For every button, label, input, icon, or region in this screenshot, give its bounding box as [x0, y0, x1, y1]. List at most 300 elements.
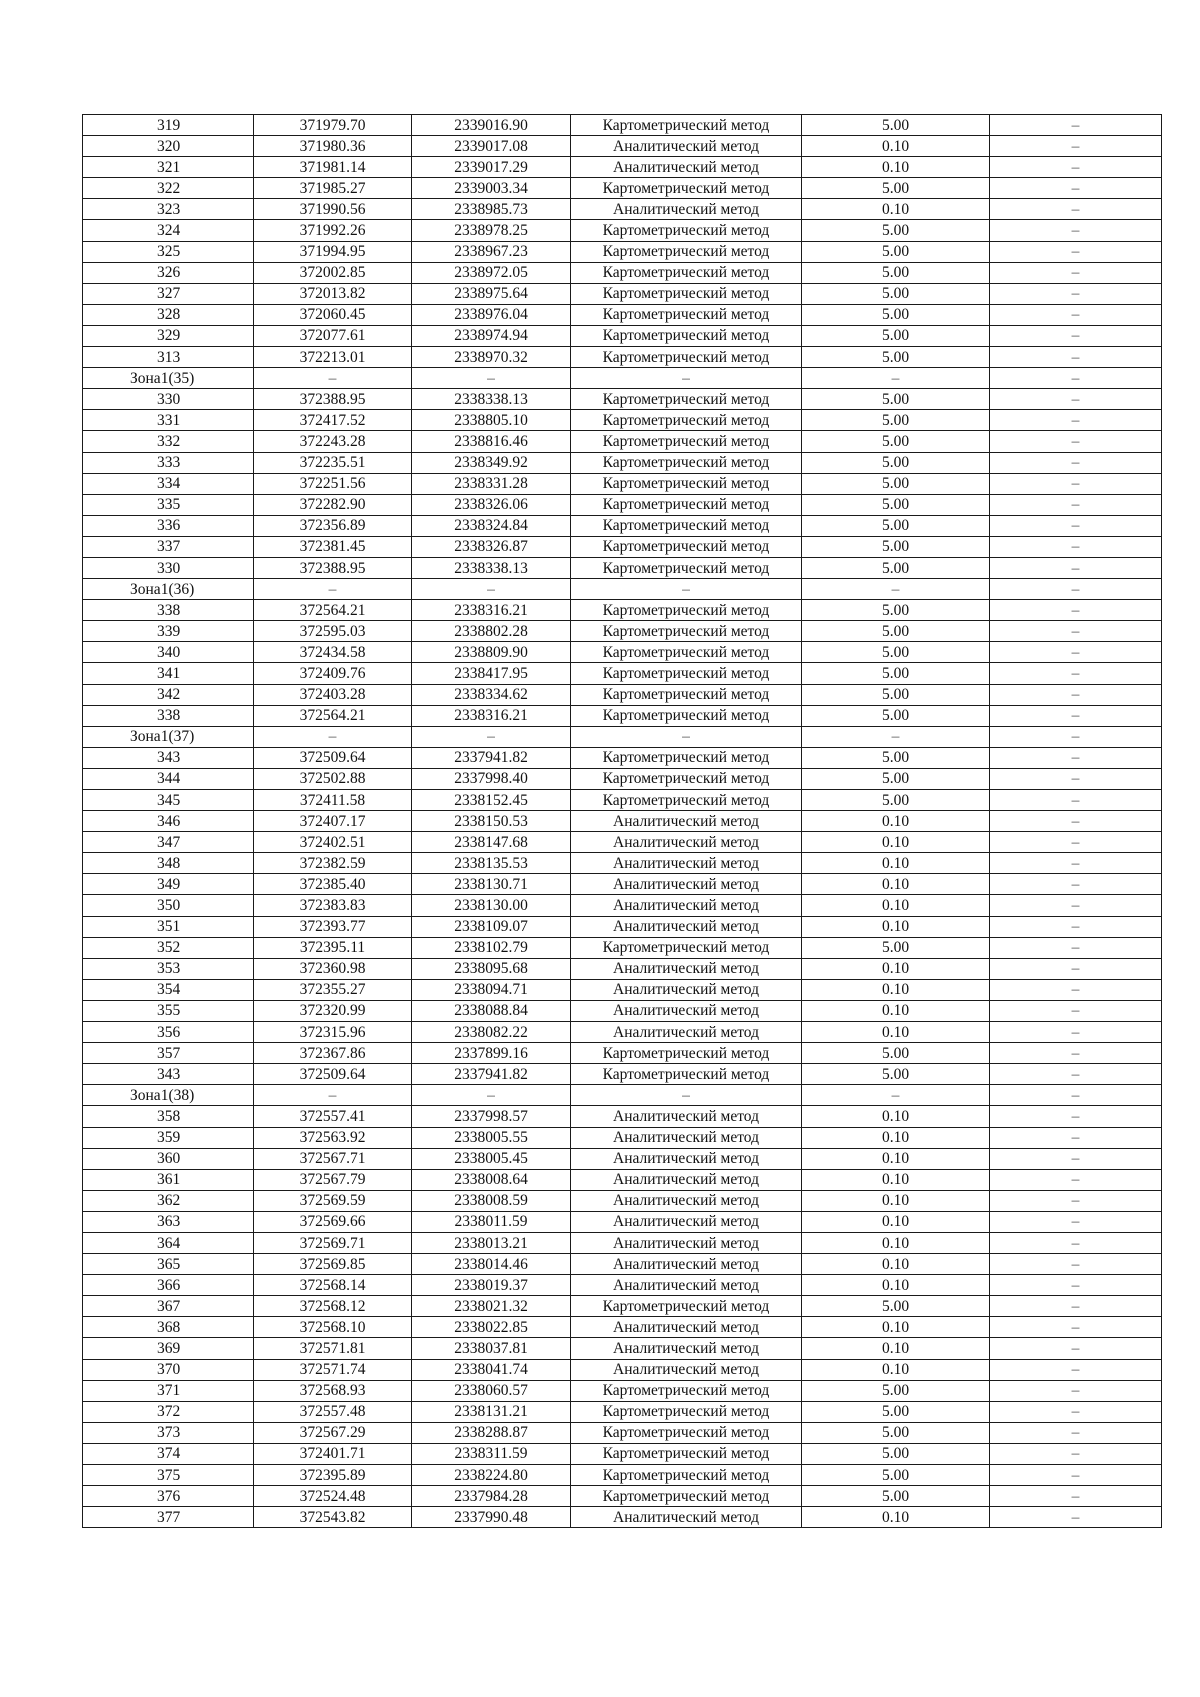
table-row [83, 1064, 1162, 1085]
zone-label-cell: Зона1(38) [83, 1085, 254, 1106]
table-row [83, 874, 1162, 895]
point-number-cell: 359 [83, 1127, 254, 1148]
accuracy-cell: 0.10 [802, 199, 990, 220]
coordinate-y-cell: 2338224.80 [412, 1465, 571, 1486]
coordinate-y-cell: 2339017.29 [412, 157, 571, 178]
method-cell: Аналитический метод [571, 199, 802, 220]
accuracy-cell: – [802, 1085, 990, 1106]
description-cell: – [990, 220, 1162, 241]
accuracy-cell: 5.00 [802, 115, 990, 136]
coordinates-table [82, 114, 1162, 1528]
table-row [83, 199, 1162, 220]
point-number-cell: 331 [83, 410, 254, 431]
table-row [83, 916, 1162, 937]
coordinate-y-cell: 2338037.81 [412, 1338, 571, 1359]
coordinate-y-cell: 2338022.85 [412, 1317, 571, 1338]
description-cell: – [990, 1211, 1162, 1232]
coordinate-y-cell: 2338021.32 [412, 1296, 571, 1317]
point-number-cell: 358 [83, 1106, 254, 1127]
accuracy-cell: 0.10 [802, 853, 990, 874]
method-cell: – [571, 579, 802, 600]
method-cell: – [571, 1085, 802, 1106]
table-row [83, 1148, 1162, 1169]
coordinate-y-cell: 2338014.46 [412, 1254, 571, 1275]
description-cell: – [990, 832, 1162, 853]
point-number-cell: 348 [83, 853, 254, 874]
description-cell: – [990, 536, 1162, 557]
coordinate-x-cell: 372411.58 [254, 790, 412, 811]
accuracy-cell: 5.00 [802, 663, 990, 684]
description-cell: – [990, 1401, 1162, 1422]
coordinate-y-cell: 2338008.59 [412, 1190, 571, 1211]
point-number-cell: 368 [83, 1317, 254, 1338]
description-cell: – [990, 1275, 1162, 1296]
coordinate-x-cell: 372567.71 [254, 1148, 412, 1169]
method-cell: Аналитический метод [571, 874, 802, 895]
coordinate-x-cell: 372569.85 [254, 1254, 412, 1275]
method-cell: – [571, 726, 802, 747]
point-number-cell: 357 [83, 1043, 254, 1064]
accuracy-cell: 5.00 [802, 515, 990, 536]
table-row [83, 347, 1162, 368]
method-cell: Картометрический метод [571, 325, 802, 346]
table-row [83, 536, 1162, 557]
point-number-cell: 360 [83, 1148, 254, 1169]
coordinate-y-cell: 2338978.25 [412, 220, 571, 241]
table-row [83, 895, 1162, 916]
point-number-cell: 361 [83, 1169, 254, 1190]
coordinate-y-cell: 2338805.10 [412, 410, 571, 431]
accuracy-cell: 0.10 [802, 136, 990, 157]
table-row [83, 1422, 1162, 1443]
table-row [83, 621, 1162, 642]
description-cell: – [990, 768, 1162, 789]
accuracy-cell: 5.00 [802, 1064, 990, 1085]
table-row [83, 1232, 1162, 1253]
coordinate-x-cell: 372434.58 [254, 642, 412, 663]
table-row [83, 389, 1162, 410]
coordinate-y-cell: – [412, 579, 571, 600]
description-cell: – [990, 557, 1162, 578]
method-cell: Аналитический метод [571, 1169, 802, 1190]
point-number-cell: 356 [83, 1022, 254, 1043]
description-cell: – [990, 1127, 1162, 1148]
zone-header-row [83, 726, 1162, 747]
table-row [83, 684, 1162, 705]
description-cell: – [990, 621, 1162, 642]
coordinate-y-cell: 2337998.57 [412, 1106, 571, 1127]
method-cell: Аналитический метод [571, 916, 802, 937]
point-number-cell: 325 [83, 241, 254, 262]
description-cell: – [990, 283, 1162, 304]
accuracy-cell: 0.10 [802, 1359, 990, 1380]
point-number-cell: 345 [83, 790, 254, 811]
method-cell: Картометрический метод [571, 663, 802, 684]
table-row [83, 1254, 1162, 1275]
method-cell: Картометрический метод [571, 536, 802, 557]
method-cell: Картометрический метод [571, 747, 802, 768]
coordinate-y-cell: 2338150.53 [412, 811, 571, 832]
table-row [83, 1443, 1162, 1464]
table-row [83, 304, 1162, 325]
coordinate-y-cell: 2338008.64 [412, 1169, 571, 1190]
method-cell: Картометрический метод [571, 262, 802, 283]
method-cell: Картометрический метод [571, 705, 802, 726]
point-number-cell: 330 [83, 557, 254, 578]
table-row [83, 832, 1162, 853]
coordinate-x-cell: 372569.71 [254, 1232, 412, 1253]
method-cell: Картометрический метод [571, 557, 802, 578]
table-row [83, 1338, 1162, 1359]
coordinate-y-cell: 2338147.68 [412, 832, 571, 853]
coordinate-y-cell: 2338041.74 [412, 1359, 571, 1380]
method-cell: Аналитический метод [571, 1148, 802, 1169]
description-cell: – [990, 663, 1162, 684]
point-number-cell: 340 [83, 642, 254, 663]
description-cell: – [990, 916, 1162, 937]
coordinate-y-cell: 2337941.82 [412, 747, 571, 768]
description-cell: – [990, 1422, 1162, 1443]
method-cell: Картометрический метод [571, 1380, 802, 1401]
table-row [83, 1043, 1162, 1064]
method-cell: Картометрический метод [571, 642, 802, 663]
description-cell: – [990, 473, 1162, 494]
method-cell: Аналитический метод [571, 958, 802, 979]
method-cell: Аналитический метод [571, 1254, 802, 1275]
method-cell: – [571, 368, 802, 389]
table-row [83, 1190, 1162, 1211]
coordinate-x-cell: 372251.56 [254, 473, 412, 494]
coordinate-y-cell: 2338326.87 [412, 536, 571, 557]
point-number-cell: 376 [83, 1486, 254, 1507]
zone-header-row [83, 1085, 1162, 1106]
method-cell: Картометрический метод [571, 768, 802, 789]
coordinate-y-cell: 2338095.68 [412, 958, 571, 979]
coordinate-x-cell: 372395.89 [254, 1465, 412, 1486]
coordinate-y-cell: 2338130.00 [412, 895, 571, 916]
coordinate-y-cell: 2338976.04 [412, 304, 571, 325]
method-cell: Аналитический метод [571, 157, 802, 178]
accuracy-cell: 5.00 [802, 1043, 990, 1064]
coordinate-x-cell: 372360.98 [254, 958, 412, 979]
coordinate-x-cell: 372595.03 [254, 621, 412, 642]
table-row [83, 1359, 1162, 1380]
description-cell: – [990, 1359, 1162, 1380]
accuracy-cell: 5.00 [802, 1422, 990, 1443]
coordinate-x-cell: 372569.66 [254, 1211, 412, 1232]
coordinate-x-cell: – [254, 368, 412, 389]
description-cell: – [990, 199, 1162, 220]
accuracy-cell: 5.00 [802, 262, 990, 283]
description-cell: – [990, 1022, 1162, 1043]
zone-label-cell: Зона1(36) [83, 579, 254, 600]
point-number-cell: 334 [83, 473, 254, 494]
coordinate-x-cell: 371980.36 [254, 136, 412, 157]
method-cell: Картометрический метод [571, 790, 802, 811]
coordinate-x-cell: 372567.79 [254, 1169, 412, 1190]
table-row [83, 642, 1162, 663]
description-cell: – [990, 494, 1162, 515]
coordinate-x-cell: 372571.74 [254, 1359, 412, 1380]
coordinate-x-cell: 372557.48 [254, 1401, 412, 1422]
point-number-cell: 372 [83, 1401, 254, 1422]
method-cell: Аналитический метод [571, 136, 802, 157]
coordinate-x-cell: 372355.27 [254, 979, 412, 1000]
coordinate-x-cell: 372509.64 [254, 1064, 412, 1085]
accuracy-cell: 0.10 [802, 1317, 990, 1338]
table-row [83, 515, 1162, 536]
accuracy-cell: 5.00 [802, 1465, 990, 1486]
coordinate-y-cell: 2338005.45 [412, 1148, 571, 1169]
point-number-cell: 362 [83, 1190, 254, 1211]
table-row [83, 1022, 1162, 1043]
coordinate-y-cell: 2339003.34 [412, 178, 571, 199]
coordinate-x-cell: 372077.61 [254, 325, 412, 346]
description-cell: – [990, 747, 1162, 768]
accuracy-cell: 0.10 [802, 874, 990, 895]
accuracy-cell: 0.10 [802, 1127, 990, 1148]
method-cell: Аналитический метод [571, 1507, 802, 1528]
coordinate-y-cell: 2338816.46 [412, 431, 571, 452]
point-number-cell: 371 [83, 1380, 254, 1401]
point-number-cell: 327 [83, 283, 254, 304]
point-number-cell: 350 [83, 895, 254, 916]
point-number-cell: 321 [83, 157, 254, 178]
coordinate-x-cell: 372367.86 [254, 1043, 412, 1064]
point-number-cell: 343 [83, 1064, 254, 1085]
coordinate-y-cell: 2337990.48 [412, 1507, 571, 1528]
table-row [83, 1380, 1162, 1401]
coordinate-y-cell: 2339017.08 [412, 136, 571, 157]
method-cell: Картометрический метод [571, 473, 802, 494]
point-number-cell: 342 [83, 684, 254, 705]
coordinate-x-cell: 372213.01 [254, 347, 412, 368]
method-cell: Картометрический метод [571, 937, 802, 958]
accuracy-cell: 0.10 [802, 832, 990, 853]
point-number-cell: 370 [83, 1359, 254, 1380]
coordinate-y-cell: 2338316.21 [412, 705, 571, 726]
coordinate-x-cell: 372388.95 [254, 557, 412, 578]
table-row [83, 600, 1162, 621]
accuracy-cell: 0.10 [802, 979, 990, 1000]
description-cell: – [990, 1254, 1162, 1275]
method-cell: Картометрический метод [571, 515, 802, 536]
point-number-cell: 363 [83, 1211, 254, 1232]
point-number-cell: 373 [83, 1422, 254, 1443]
method-cell: Картометрический метод [571, 452, 802, 473]
coordinate-y-cell: 2337941.82 [412, 1064, 571, 1085]
point-number-cell: 344 [83, 768, 254, 789]
description-cell: – [990, 347, 1162, 368]
accuracy-cell: 0.10 [802, 1169, 990, 1190]
coordinate-y-cell: 2338005.55 [412, 1127, 571, 1148]
table-row [83, 283, 1162, 304]
table-row [83, 1275, 1162, 1296]
method-cell: Картометрический метод [571, 1465, 802, 1486]
description-cell: – [990, 325, 1162, 346]
coordinate-y-cell: 2338011.59 [412, 1211, 571, 1232]
point-number-cell: 326 [83, 262, 254, 283]
point-number-cell: 336 [83, 515, 254, 536]
accuracy-cell: 5.00 [802, 1486, 990, 1507]
accuracy-cell: 5.00 [802, 600, 990, 621]
coordinate-x-cell: 372564.21 [254, 600, 412, 621]
zone-header-row [83, 368, 1162, 389]
coordinate-x-cell: 372524.48 [254, 1486, 412, 1507]
coordinate-x-cell: 372395.11 [254, 937, 412, 958]
accuracy-cell: 0.10 [802, 811, 990, 832]
coordinate-y-cell: 2338288.87 [412, 1422, 571, 1443]
method-cell: Аналитический метод [571, 1022, 802, 1043]
coordinate-y-cell: 2338970.32 [412, 347, 571, 368]
method-cell: Аналитический метод [571, 832, 802, 853]
method-cell: Картометрический метод [571, 600, 802, 621]
description-cell: – [990, 1465, 1162, 1486]
coordinate-x-cell: 372013.82 [254, 283, 412, 304]
accuracy-cell: 5.00 [802, 241, 990, 262]
accuracy-cell: 5.00 [802, 621, 990, 642]
coordinate-y-cell: 2338019.37 [412, 1275, 571, 1296]
method-cell: Картометрический метод [571, 431, 802, 452]
description-cell: – [990, 1443, 1162, 1464]
table-row [83, 136, 1162, 157]
point-number-cell: 333 [83, 452, 254, 473]
table-row [83, 220, 1162, 241]
coordinate-y-cell: 2337998.40 [412, 768, 571, 789]
coordinate-y-cell: 2338334.62 [412, 684, 571, 705]
method-cell: Аналитический метод [571, 1106, 802, 1127]
coordinate-x-cell: 372563.92 [254, 1127, 412, 1148]
accuracy-cell: 5.00 [802, 431, 990, 452]
table-row [83, 262, 1162, 283]
coordinate-y-cell: 2338338.13 [412, 389, 571, 410]
description-cell: – [990, 579, 1162, 600]
accuracy-cell: 0.10 [802, 1211, 990, 1232]
accuracy-cell: 5.00 [802, 473, 990, 494]
coordinate-x-cell: 372393.77 [254, 916, 412, 937]
description-cell: – [990, 262, 1162, 283]
description-cell: – [990, 1148, 1162, 1169]
coordinate-x-cell: – [254, 1085, 412, 1106]
coordinate-x-cell: 372409.76 [254, 663, 412, 684]
table-row [83, 157, 1162, 178]
description-cell: – [990, 136, 1162, 157]
point-number-cell: 332 [83, 431, 254, 452]
point-number-cell: 367 [83, 1296, 254, 1317]
table-row [83, 1127, 1162, 1148]
method-cell: Аналитический метод [571, 1275, 802, 1296]
coordinate-y-cell: 2338349.92 [412, 452, 571, 473]
coordinate-y-cell: 2338135.53 [412, 853, 571, 874]
description-cell: – [990, 304, 1162, 325]
method-cell: Картометрический метод [571, 1401, 802, 1422]
point-number-cell: 366 [83, 1275, 254, 1296]
description-cell: – [990, 726, 1162, 747]
method-cell: Картометрический метод [571, 621, 802, 642]
coordinate-x-cell: 371994.95 [254, 241, 412, 262]
point-number-cell: 351 [83, 916, 254, 937]
point-number-cell: 313 [83, 347, 254, 368]
coordinate-x-cell: 371992.26 [254, 220, 412, 241]
point-number-cell: 322 [83, 178, 254, 199]
coordinate-y-cell: 2338331.28 [412, 473, 571, 494]
coordinate-x-cell: 372568.14 [254, 1275, 412, 1296]
method-cell: Аналитический метод [571, 853, 802, 874]
table-row [83, 768, 1162, 789]
method-cell: Картометрический метод [571, 178, 802, 199]
point-number-cell: 377 [83, 1507, 254, 1528]
description-cell: – [990, 1043, 1162, 1064]
method-cell: Картометрический метод [571, 1422, 802, 1443]
coordinate-x-cell: 372060.45 [254, 304, 412, 325]
point-number-cell: 341 [83, 663, 254, 684]
method-cell: Картометрический метод [571, 304, 802, 325]
accuracy-cell: 5.00 [802, 452, 990, 473]
table-row [83, 979, 1162, 1000]
coordinate-x-cell: 371985.27 [254, 178, 412, 199]
table-row [83, 747, 1162, 768]
method-cell: Аналитический метод [571, 1190, 802, 1211]
coordinate-y-cell: 2338130.71 [412, 874, 571, 895]
coordinate-x-cell: 372407.17 [254, 811, 412, 832]
coordinate-x-cell: 372235.51 [254, 452, 412, 473]
coordinate-x-cell: 372543.82 [254, 1507, 412, 1528]
coordinate-x-cell: 372569.59 [254, 1190, 412, 1211]
table-row [83, 958, 1162, 979]
description-cell: – [990, 515, 1162, 536]
table-row [83, 325, 1162, 346]
point-number-cell: 347 [83, 832, 254, 853]
coordinate-y-cell: 2338802.28 [412, 621, 571, 642]
coordinate-y-cell: 2338131.21 [412, 1401, 571, 1422]
table-row [83, 1169, 1162, 1190]
description-cell: – [990, 1317, 1162, 1338]
method-cell: Картометрический метод [571, 347, 802, 368]
table-row [83, 1507, 1162, 1528]
coordinate-y-cell: – [412, 726, 571, 747]
coordinate-y-cell: 2338152.45 [412, 790, 571, 811]
coordinate-y-cell: 2338809.90 [412, 642, 571, 663]
point-number-cell: 365 [83, 1254, 254, 1275]
accuracy-cell: 5.00 [802, 557, 990, 578]
method-cell: Картометрический метод [571, 684, 802, 705]
coordinate-x-cell: 372417.52 [254, 410, 412, 431]
coordinate-y-cell: 2338088.84 [412, 1000, 571, 1021]
coordinate-y-cell: 2338013.21 [412, 1232, 571, 1253]
coordinate-x-cell: 372568.12 [254, 1296, 412, 1317]
table-row [83, 473, 1162, 494]
coordinate-x-cell: 372282.90 [254, 494, 412, 515]
table-row [83, 494, 1162, 515]
table-row [83, 1486, 1162, 1507]
coordinate-x-cell: 372382.59 [254, 853, 412, 874]
coordinate-x-cell: 372002.85 [254, 262, 412, 283]
description-cell: – [990, 1380, 1162, 1401]
point-number-cell: 320 [83, 136, 254, 157]
table-row [83, 1401, 1162, 1422]
accuracy-cell: 5.00 [802, 768, 990, 789]
table-row [83, 790, 1162, 811]
description-cell: – [990, 895, 1162, 916]
accuracy-cell: 5.00 [802, 347, 990, 368]
accuracy-cell: 5.00 [802, 494, 990, 515]
description-cell: – [990, 853, 1162, 874]
coordinate-y-cell: – [412, 368, 571, 389]
coordinate-x-cell: 372502.88 [254, 768, 412, 789]
accuracy-cell: 0.10 [802, 916, 990, 937]
coordinate-y-cell: 2338326.06 [412, 494, 571, 515]
method-cell: Картометрический метод [571, 220, 802, 241]
